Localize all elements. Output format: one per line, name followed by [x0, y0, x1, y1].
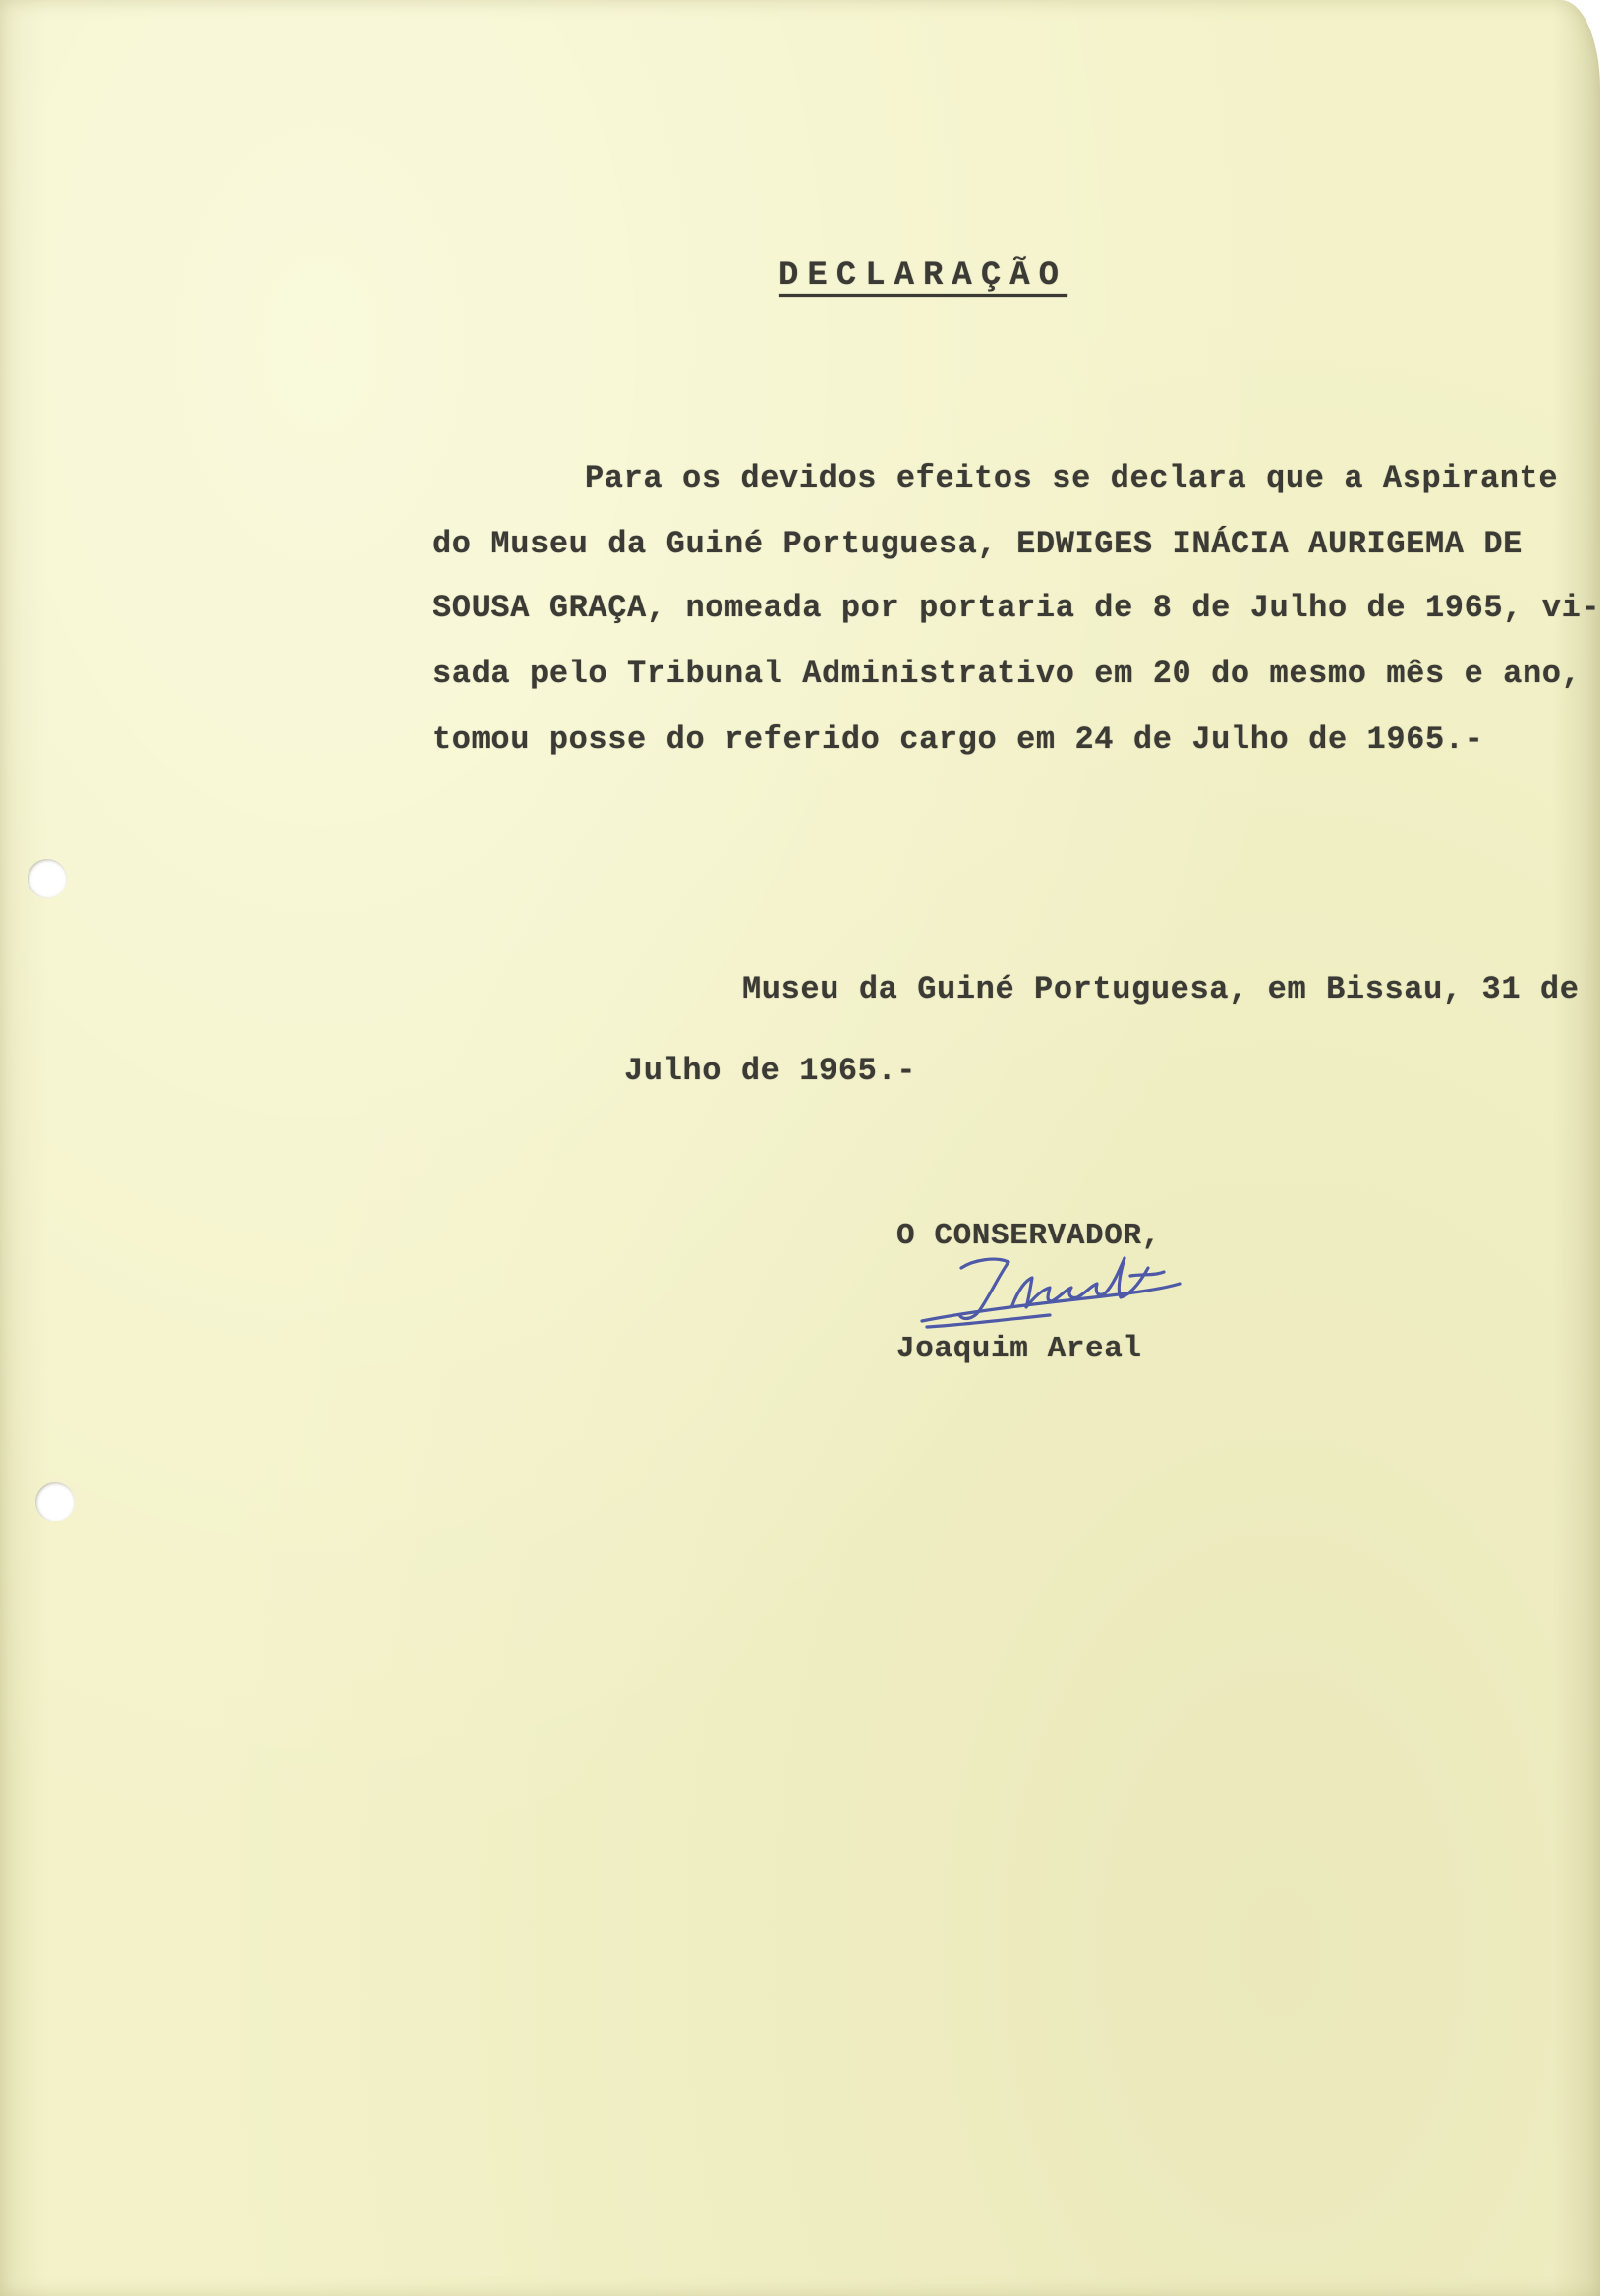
body-line-2: do Museu da Guiné Portuguesa, EDWIGES INÁCIA AURIGEMA DE: [433, 526, 1523, 562]
body-line-5: tomou posse do referido cargo em 24 de Julho de 1965.-: [433, 721, 1484, 758]
place-date-line-2: Julho de 1965.-: [624, 1053, 917, 1089]
body-line-1: Para os devidos efeitos se declara que a Aspirante: [585, 460, 1559, 496]
punch-hole-bottom: [35, 1482, 75, 1521]
body-line-4: sada pelo Tribunal Administrativo em 20 do mesmo mês e ano,: [433, 656, 1582, 692]
signatory-role: O CONSERVADOR,: [896, 1219, 1161, 1253]
handwritten-signature: [902, 1246, 1187, 1337]
body-line-3: SOUSA GRAÇA, nomeada por portaria de 8 de Julho de 1965, vi-: [433, 590, 1601, 626]
document-title: DECLARAÇÃO: [779, 258, 1068, 295]
signatory-name: Joaquim Areal: [896, 1332, 1142, 1366]
punch-hole-top: [28, 859, 67, 898]
place-date-line-1: Museu da Guiné Portuguesa, em Bissau, 31 de: [742, 971, 1580, 1007]
